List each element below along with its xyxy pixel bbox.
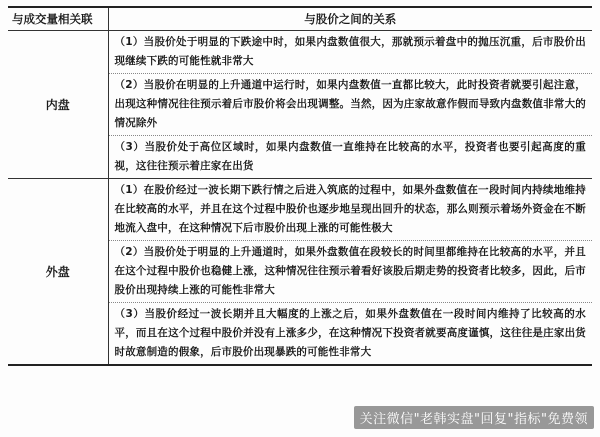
relation-cell-inner-volume — [108, 31, 592, 179]
relation-item: （1）当股价处于明显的下跌途中时，如果内盘数值很大，那就预示着盘中的抛压沉重，后市股价出现继续下跌的可能性就非常大 — [114, 36, 586, 67]
relation-item: （2）当股价处于明显的上升通道时，如果外盘数值在段较长的时间里都维持在比较高的水平，并且在这个过程中股价也稳健上涨，这种情况往往预示着看好该股后期走势的投资者比较多，因此，后市股价出现持续上涨的可能性非常大 — [109, 240, 593, 302]
relationship-table — [8, 6, 592, 366]
category-inner-volume: 内盘 — [8, 31, 108, 179]
relation-item: （3）当股价处于高位区域时，如果内盘数值一直维持在比较高的水平，投资者也要引起高度的重视，这往往预示着庄家在出货 — [109, 135, 593, 178]
column-header-relation: 与股价之间的关系 — [108, 7, 592, 31]
relation-item: （3）当股价经过一波长期并且大幅度的上涨之后，如果外盘数值在一段时间内维持了比较高的水平，而且在这个过程中股价并没有上涨多少，在这种情况下投资者就要高度谨慎，这往往是庄家出货时故意制造的假象，后市股价出现暴跌的可能性非常大 — [109, 302, 593, 364]
relation-item: （1）在股价经过一波长期下跌行情之后进入筑底的过程中，如果外盘数值在一段时间内持续地维持在比较高的水平，并且在这个过程中股价也逐步地呈现出回升的状态，那么则预示着场外资金在不断地流入盘中，在这种情况下后市股价出现上涨的可能性极大 — [114, 184, 586, 234]
table-header-row — [8, 7, 592, 31]
table-row-inner-volume — [8, 31, 592, 179]
category-outer-volume: 外盘 — [8, 179, 108, 366]
table-row-outer-volume — [8, 179, 592, 366]
relation-cell-outer-volume — [108, 179, 592, 366]
relation-item: （2）当股价在明显的上升通道中运行时，如果内盘数值一直都比较大，此时投资者就要引起注意，出现这种情况往往预示着后市股价将会出现调整。当然，因为庄家故意作假而导致内盘数值非常大的情况除外 — [109, 73, 593, 135]
column-header-volume: 与成交量相关联 — [8, 7, 108, 31]
watermark-banner: 关注微信"老韩实盘"回复"指标"免费领 — [354, 406, 594, 429]
